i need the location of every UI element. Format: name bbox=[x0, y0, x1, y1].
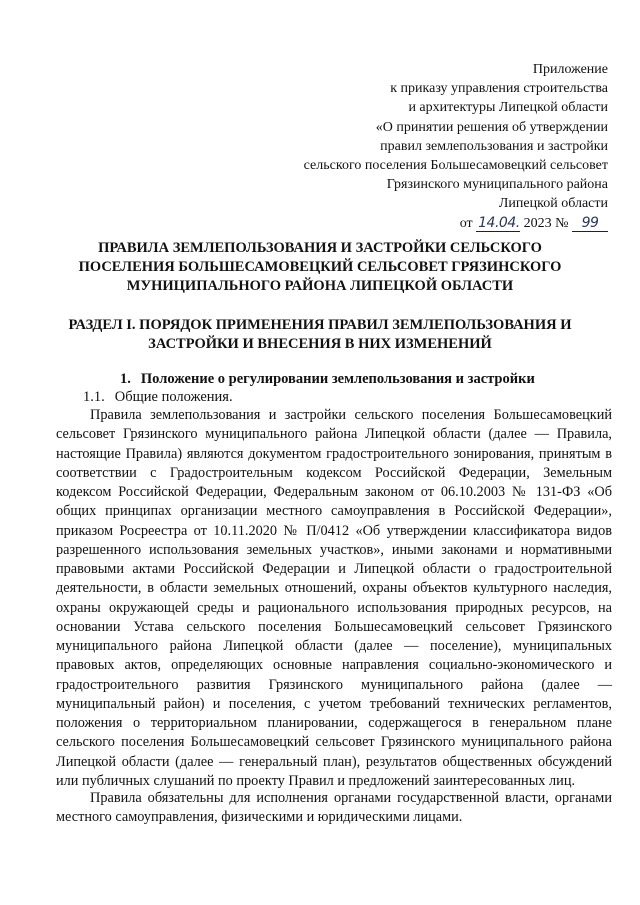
appendix-line: «О принятии решения об утверждении bbox=[375, 119, 608, 135]
heading-1-number: 1. bbox=[120, 371, 131, 387]
handwritten-number: 99 bbox=[572, 215, 608, 232]
appendix-line: правил землепользования и застройки bbox=[380, 138, 608, 154]
number-sign: № bbox=[555, 215, 569, 231]
heading-1-1-number: 1.1. bbox=[83, 389, 105, 405]
document-title: ПРАВИЛА ЗЕМЛЕПОЛЬЗОВАНИЯ И ЗАСТРОЙКИ СЕЛЬСКОГО ПОСЕЛЕНИЯ БОЛЬШЕСАМОВЕЦКИЙ СЕЛЬСОВЕТ ГРЯЗИНСКОГО МУНИЦИПАЛЬНОГО РАЙОНА ЛИПЕЦКОЙ ОБЛАСТИ bbox=[78, 240, 562, 294]
heading-1-1-text: Общие положения. bbox=[114, 389, 233, 405]
handwritten-date: 14.04. bbox=[478, 214, 520, 231]
body-paragraph: Правила обязательны для исполнения органами государственной власти, органами местного самоуправления, физическими и юридическими лицами. bbox=[56, 790, 612, 826]
appendix-line: Приложение bbox=[532, 62, 608, 77]
appendix-line: и архитектуры Липецкой области bbox=[408, 100, 608, 116]
appendix-line: Липецкой области bbox=[498, 196, 608, 212]
appendix-line: сельского поселения Большесамовецкий сельсовет bbox=[303, 158, 608, 174]
heading-1 bbox=[120, 370, 535, 389]
appendix-date-line bbox=[304, 214, 608, 233]
appendix-header bbox=[304, 60, 608, 233]
date-prefix: от bbox=[459, 215, 473, 231]
heading-1-1 bbox=[83, 388, 233, 407]
appendix-line: к приказу управления строительства bbox=[390, 81, 608, 97]
date-year: 2023 bbox=[523, 215, 552, 231]
heading-1-text: Положение о регулировании землепользования и застройки bbox=[140, 371, 535, 387]
appendix-line: Грязинского муниципального района bbox=[386, 177, 608, 193]
section-title: РАЗДЕЛ I. ПОРЯДОК ПРИМЕНЕНИЯ ПРАВИЛ ЗЕМЛЕПОЛЬЗОВАНИЯ И ЗАСТРОЙКИ И ВНЕСЕНИЯ В НИХ ИЗМЕНЕНИЙ bbox=[68, 317, 572, 352]
body-paragraph: Правила землепользования и застройки сельского поселения Большесамовецкий сельсовет Грязинского муниципального района Липецкой области (далее — Правила, настоящие Правила) являются документом градостроительного зонирования, принятым в соответствии с Градостроительным кодексом Российской Федерации, Земельным кодексом Российской Федерации, Федеральным законом от 06.10.2003 № 131-ФЗ «Об общих принципах организации местного самоуправления в Российской Федерации», приказом Росреестра от 10.11.2020 № П/0412 «Об утверждении классификатора видов разрешенного использования земельных участков», иными законами и нормативными правовыми актами Российской Федерации и Липецкой области о градостроительной деятельности, в области земельных отношений, охраны объектов культурного наследия, охраны окружающей среды и рационального использования природных ресурсов, на основании Устава сельского поселения Большесамовецкий сельсовет Грязинского муниципального района Липецкой области (далее — поселение), муниципальных правовых актов, определяющих основные направления социально-экономического и градостроительного развития Грязинского муниципального района (далее — муниципальный район) и поселения, с учетом требований технических регламентов, положения о территориальном планировании, содержащегося в генеральном плане сельского поселения Большесамовецкий сельсовет Грязинского муниципального района Липецкой области (далее — генеральный план), результатов общественных обсуждений или публичных слушаний по проекту Правил и предложений заинтересованных лиц. bbox=[56, 407, 612, 789]
